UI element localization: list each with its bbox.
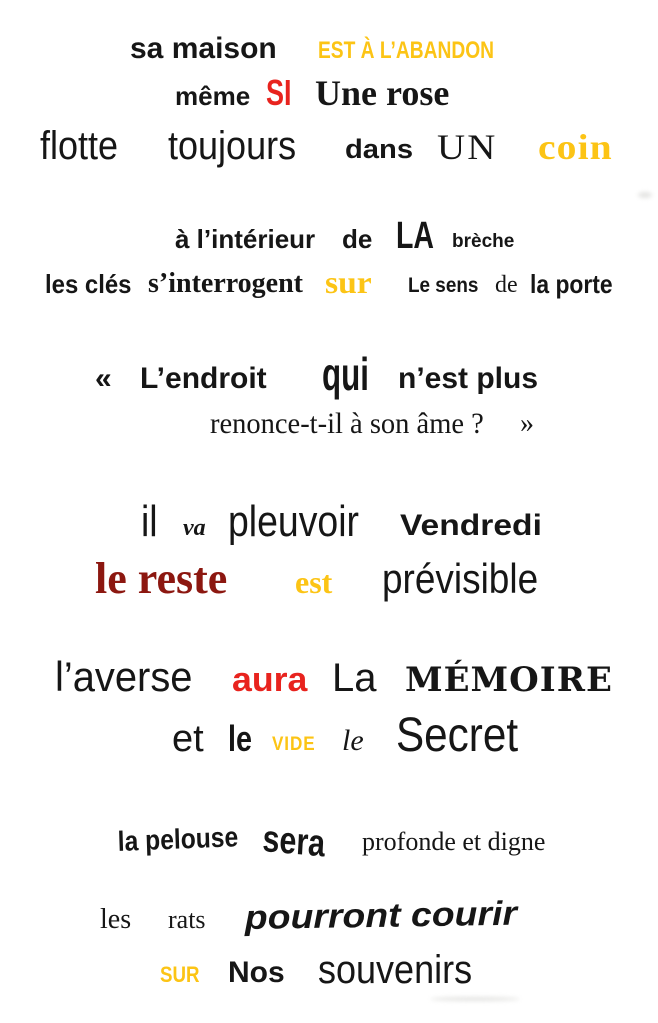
poem-word: VIDE <box>272 734 316 755</box>
poem-word: » <box>520 408 534 439</box>
poem-word: même <box>175 81 251 111</box>
poem-word: profonde et digne <box>362 827 546 856</box>
poem-word: s’interrogent <box>148 268 303 299</box>
poem-word: toujours <box>168 124 297 168</box>
poem-word: L’endroit <box>140 362 267 395</box>
poem-word: n’est plus <box>398 362 539 395</box>
poem-word: sa maison <box>130 32 277 65</box>
poem-word: de <box>342 224 373 254</box>
poem-word: sera <box>261 818 327 866</box>
poem-word: coin <box>538 127 613 167</box>
poem-word: il <box>141 497 158 546</box>
poem-word: Vendredi <box>400 509 542 542</box>
poem-word: renonce-t-il à son âme ? <box>210 407 484 440</box>
poem-word: dans <box>345 134 414 164</box>
poem-word: MÉMOIRE <box>405 660 613 700</box>
poem-word: le reste <box>95 554 228 603</box>
poem-word: va <box>183 515 206 541</box>
poem-word: flotte <box>40 124 119 168</box>
scan-smudge <box>638 192 652 198</box>
poem-word: sur <box>325 264 372 300</box>
poem-word: prévisible <box>382 555 539 602</box>
poem-word: UN <box>437 127 498 167</box>
poem-word: pourront courir <box>244 894 518 937</box>
poem-word: qui <box>322 348 369 400</box>
poem-word: le <box>342 724 364 757</box>
poem-word: La <box>332 656 377 700</box>
poem-word: les clés <box>45 269 132 299</box>
poem-word: LA <box>396 215 434 257</box>
poem-word: Le sens <box>408 274 479 297</box>
poem-word: pleuvoir <box>228 497 359 546</box>
poem-word: Une rose <box>315 73 450 113</box>
poem-word: de <box>495 272 518 298</box>
poem-word: l’averse <box>55 653 193 700</box>
poem-word: rats <box>168 905 206 934</box>
poem-word: brèche <box>452 231 515 252</box>
poem-word: Secret <box>396 709 519 762</box>
poem-word: et <box>172 718 204 760</box>
poem-word: EST À L’ABANDON <box>318 37 495 64</box>
poem-word: les <box>100 904 132 935</box>
scan-smudge <box>430 997 520 1001</box>
poem-word: souvenirs <box>318 948 473 992</box>
poem-word: la pelouse <box>117 821 239 857</box>
poem-word: SUR <box>160 962 200 987</box>
poem-word: SI <box>266 72 292 113</box>
poem-word: Nos <box>228 956 285 989</box>
poem-word: aura <box>232 661 308 699</box>
poem-word: est <box>295 564 333 600</box>
poem-word: « <box>95 362 112 395</box>
poem-word: à l’intérieur <box>175 224 316 254</box>
poem-word: la porte <box>530 269 613 299</box>
poem-word: le <box>228 718 253 759</box>
